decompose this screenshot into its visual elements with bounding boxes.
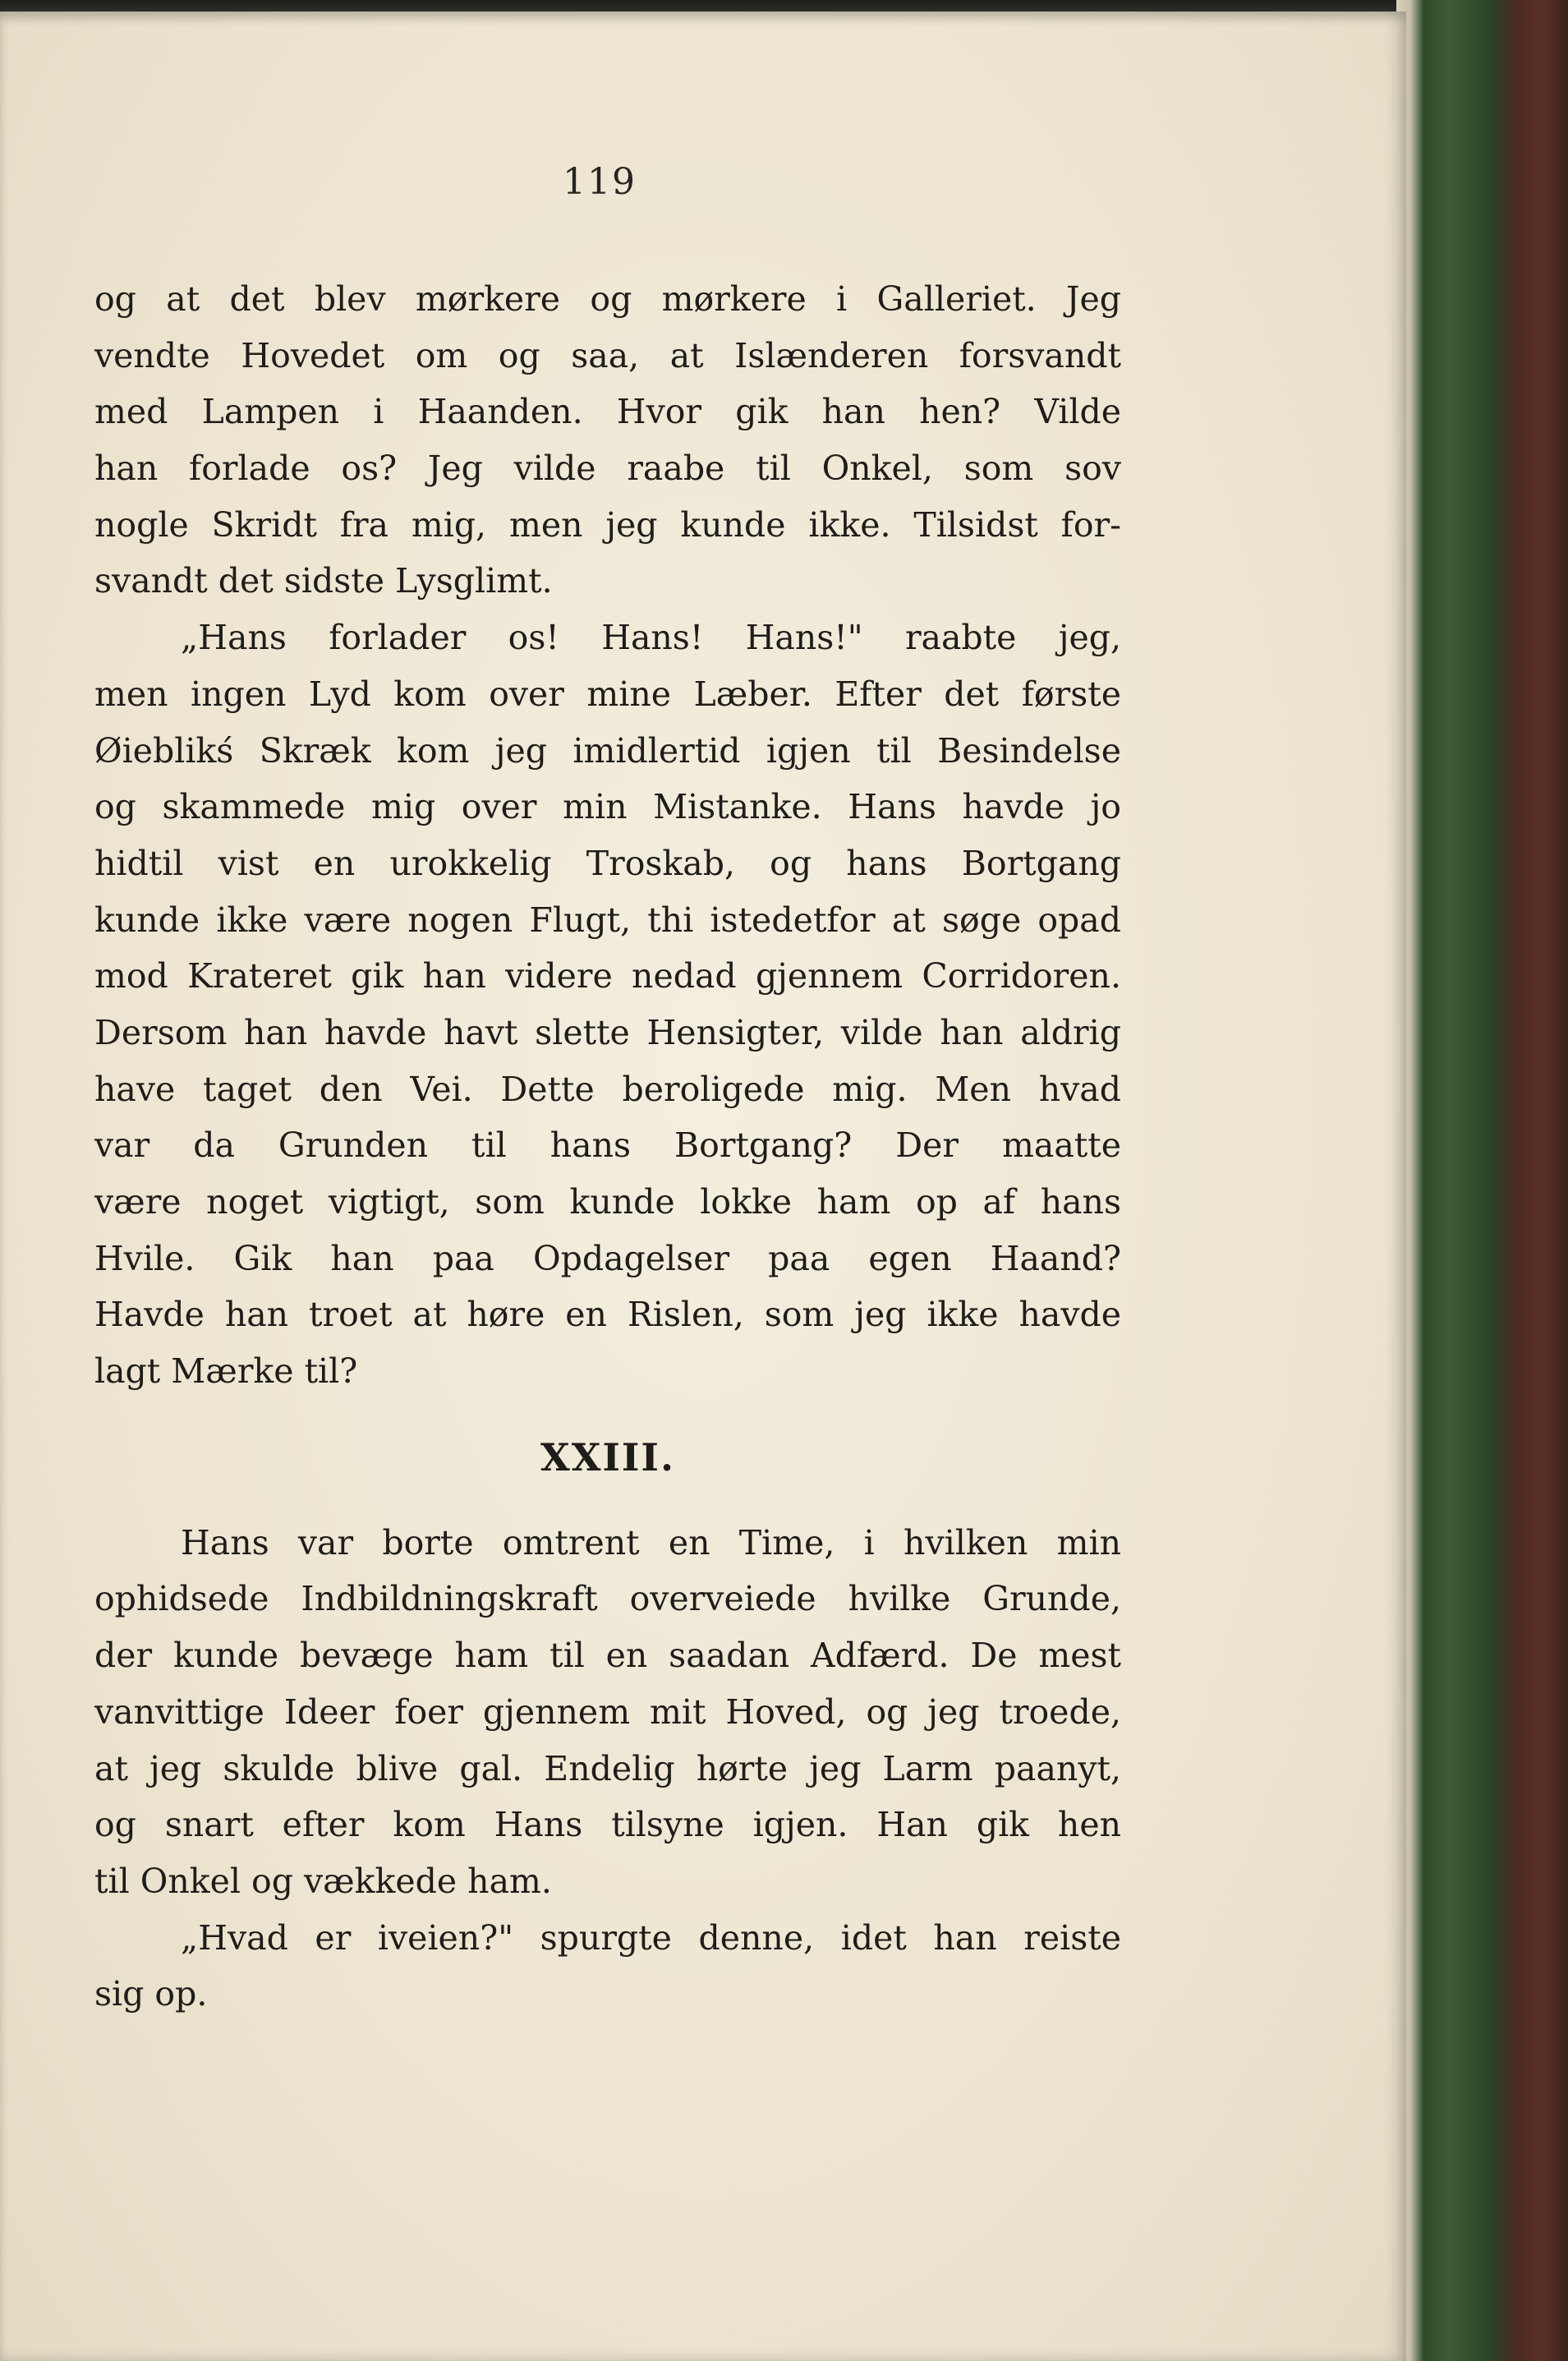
text-line: svandt det sidste Lysglimt. [94, 561, 553, 601]
paragraph-1 [94, 271, 1121, 610]
text-line: han forlade os? Jeg vilde raabe til Onkel, som sov [94, 449, 1121, 489]
page-body-text [94, 271, 1121, 2023]
text-line: Hvile. Gik han paa Opdagelser paa egen Haand? [94, 1238, 1121, 1278]
paragraph-2 [94, 610, 1121, 1400]
text-line: kunde ikke være nogen Flugt, thi istedetfor at søge opad [94, 900, 1121, 940]
text-line: vanvittige Ideer foer gjennem mit Hoved, og jeg troede, [94, 1691, 1121, 1732]
text-line: med Lampen i Haanden. Hvor gik han hen? Vilde [94, 392, 1121, 432]
text-line: at jeg skulde blive gal. Endelig hørte jeg Larm paanyt, [94, 1748, 1121, 1788]
text-line: hidtil vist en urokkelig Troskab, og hans Bortgang [94, 843, 1121, 883]
text-line: og skammede mig over min Mistanke. Hans havde jo [94, 787, 1121, 827]
text-line: vendte Hovedet om og saa, at Islænderen forsvandt [94, 335, 1121, 375]
page-number: 119 [563, 161, 637, 203]
text-line: have taget den Vei. Dette beroligede mig. Men hvad [94, 1069, 1121, 1109]
text-line: nogle Skridt fra mig, men jeg kunde ikke. Tilsidst for- [94, 504, 1121, 545]
chapter-heading: XXIII. [540, 1434, 675, 1480]
paragraph-4 [94, 1910, 1121, 2023]
text-line: men ingen Lyd kom over mine Læber. Efter det første [94, 674, 1121, 714]
text-line: og at det blev mørkere og mørkere i Galleriet. Jeg [94, 279, 1121, 319]
text-line: mod Krateret gik han videre nedad gjennem Corridoren. [94, 956, 1121, 996]
text-line: ophidsede Indbildningskraft overveiede hvilke Grunde, [94, 1579, 1121, 1619]
text-line: „Hans forlader os! Hans! Hans!" raabte jeg, [181, 618, 1121, 658]
text-line: Dersom han havde havt slette Hensigter, vilde han aldrig [94, 1012, 1121, 1052]
text-line: lagt Mærke til? [94, 1351, 358, 1392]
text-line: Havde han troet at høre en Rislen, som jeg ikke havde [94, 1295, 1121, 1335]
text-line: sig op. [94, 1974, 208, 2014]
text-line: Øieblikś Skræk kom jeg imidlertid igjen til Besindelse [94, 730, 1121, 771]
text-line: var da Grunden til hans Bortgang? Der maatte [94, 1125, 1121, 1166]
text-line: være noget vigtigt, som kunde lokke ham op af hans [94, 1182, 1121, 1222]
text-line: der kunde bevæge ham til en saadan Adfærd. De mest [94, 1636, 1121, 1676]
book-page [0, 12, 1406, 2361]
text-line: og snart efter kom Hans tilsyne igjen. Han gik hen [94, 1805, 1121, 1845]
text-line: til Onkel og vækkede ham. [94, 1861, 552, 1901]
text-line: „Hvad er iveien?" spurgte denne, idet han reiste [181, 1917, 1121, 1958]
text-line: Hans var borte omtrent en Time, i hvilken min [181, 1522, 1121, 1562]
paragraph-3 [94, 1515, 1121, 1910]
book-cover-edge [1396, 0, 1568, 2361]
